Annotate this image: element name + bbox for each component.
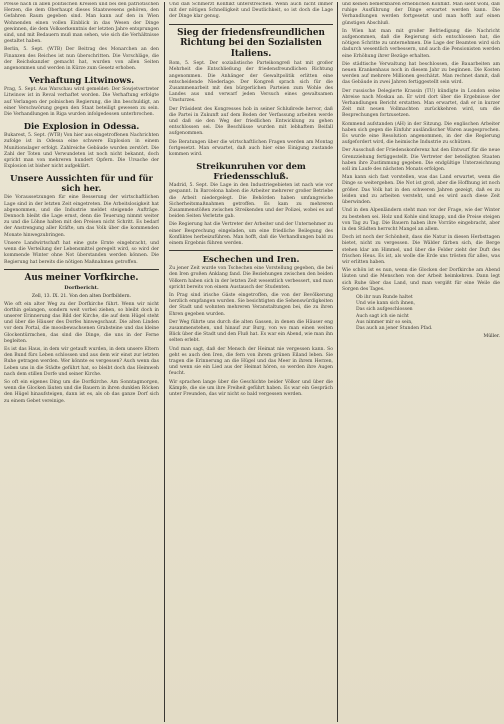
article-text: Bukarest, 5. Sept. (WTB) Von hier aus eingetroffenen Nachrichten zufolge ist in Odessa eine schwere Explosion in einem Munitionslager erfolgt. Zahlreiche Gebäude wurden zerstört. Die Zahl der Toten und Verwundeten ist noch nicht bekannt, doch spricht man von mehreren hundert Opfern. Die Ursache der Explosion ist bisher nicht aufgeklärt. [4,133,159,170]
article-text: In Prag sind irische Gäste eingetroffen, die von der Bevölkerung herzlich empfangen wurden. Sie besichtigten die Sehenswürdigkeiten der Stadt und wohnten mehreren Veranstaltungen bei, die zu ihren Ehren gegeben wurden. [169,293,333,317]
column-3 [342,2,500,722]
headline-strike-unrest: Streikunruhen vor dem Friedensschluß. [196,161,306,182]
headline-italian-socialists: Sieg der friedensfreundlichen Richtung bei den Sozialisten Italiens. [177,27,325,59]
article-text: Der russische Delegierte Krassin (TU) kündigte in London seine Abreise nach Moskau an. Er wird dort über die Ergebnisse der Verhandlungen Bericht erstatten. Man erwartet, daß er in kurzer Zeit mit neuen Vollmachten zurückkehren wird, um die Besprechungen fortzusetzen. [342,88,500,119]
article-text: Man kann sich fast vorstellen, was das Land erwartet, wenn die Dinge so weitergehen. Die Not ist groß, aber die Hoffnung ist noch größer. Das Volk hat in den schweren Jahren gezeigt, daß es zu leiden und zu arbeiten versteht, und es wird auch diese Zeit überwinden. [342,175,500,206]
section-divider [169,250,333,251]
section-divider [4,269,159,270]
article-text: Wie oft ein alter Weg zu der Dorfkirche führt. Wenn wir nicht dorthin gelangen, sondern weit vorbei ziehen, so bleibt doch in unserer Erinnerung das Bild der Kirche, die auf dem Hügel steht und über die Häuser des Dorfes hinwegschaut. Die alten Linden vor dem Portal, die moosbewachsenen Grabsteine und das kleine Glockentürmchen, das sind die Dinge, die uns in der Ferne begleiten. [4,301,159,344]
article-text: In Wien hat man mit großer Befriedigung die Nachricht aufgenommen, daß die Regierung sich entschlossen hat, die nötigen Schritte zu unternehmen. Die Lage der Beamten wird sich dadurch wesentlich verbessern, und auch die Pensionisten werden eine Erhöhung ihrer Bezüge erhalten. [342,28,500,59]
article-text: So oft ein eigenes Ding um die Dorfkirche. Am Sonntagmorgen, wenn die Glocken läuten und die Bauern in ihren dunklen Röcken den Hügel hinaufsteigen, dann ist es, als ob das ganze Dorf sich zu einem Gebet vereinige. [4,380,159,404]
poem [356,295,500,332]
article-text: Doch ist noch der Schönheit, dass die Natur in diesen Herbsttagen bietet, nicht zu vergessen. Die Wälder färben sich, die Berge stehen klar am Himmel, und über die Felder zieht der Duft des frischen Heus. Es ist, als wolle die Erde uns trösten für alles, was wir erlitten haben. [342,235,500,265]
article-text: Berlin, 5. Sept. (WTB) Der Beitrag des Monarchen an den Finanzen des Reiches ist nun überschritten. Die Vorschläge, die der Reichskanzler gemacht hat, wurden von allen Seiten angenommen und werden in Kürze zum Gesetz erhoben. [4,47,159,72]
poem-line: Das sich aufgeschlossen [356,307,413,313]
article-text: Rom, 5. Sept. Der sozialistische Parteikongreß hat mit großer Mehrheit die Entschließung der friedensfreundlichen Richtung angenommen. Die Anhänger der Gewaltpolitik erlitten eine entscheidende Niederlage. Der Kongreß sprach sich für die Zusammenarbeit mit den bürgerlichen Parteien zum Wohle des Landes aus und verwarf jeden Versuch eines gewaltsamen Umsturzes. [169,61,333,104]
poem-line: Das auch an jener Stunden Pfad. [356,325,433,331]
article-text: Und in den Alpenländern steht man vor der Frage, wie der Winter zu bestehen sei. Holz und Kohle sind knapp, und die Preise steigen von Tag zu Tag. Die Bauern haben ihre Vorräte eingebracht, aber in den Städten herrscht Mangel an allem. [342,208,500,232]
poem-line: Auch sagt ich sie nicht [356,313,409,319]
headline-czechs-and-irish: Eschechen und Iren. [202,254,300,265]
column-rule-left [164,2,165,722]
article-text: Unsere Landwirtschaft hat eine gute Ernte eingebracht, und wenn die Verteilung der Lebensmittel geregelt wird, so wird der kommende Winter ohne Not überstanden werden können. Die Regierung hat bereits die nötigen Maßnahmen getroffen. [4,240,159,265]
article-text: Prag, 5. Sept. Aus Warschau wird gemeldet: Der Sowjetvertreter Litwinow ist in Reval verhaftet worden. Die Verhaftung erfolgte auf Verlangen der polnischen Regierung, die ihn beschuldigt, an einer Verschwörung gegen den Staat beteiligt gewesen zu sein. Die Verhandlungen in Riga wurden infolgedessen unterbrochen. [4,87,159,118]
headline-odessa-explosion: Die Explosion in Odessa. [23,121,140,132]
column-2 [169,2,333,722]
article-text: Madrid, 5. Sept. Die Lage in den Industriegebieten ist nach wie vor gespannt. In Barcelona haben die Arbeiter mehrerer großer Betriebe die Arbeit niedergelegt. Die Behörden haben umfangreiche Sicherheitsmaßnahmen getroffen. Es kam zu mehreren Zusammenstößen zwischen Streikenden und der Polizei, wobei es auf beiden Seiten Verletzte gab. [169,183,333,220]
poem-line: Und wie kann sich ihnen, [356,301,416,307]
poem-line: Aus nimmer mir so sein, [356,319,413,325]
article-text: Kommend aufstanden (AH) in der Sitzung. Die englischen Arbeiter haben sich gegen die Einfuhr ausländischer Waren ausgesprochen. Es wurde eine Resolution angenommen, in der die Regierung aufgefordert wird, die heimische Industrie zu schützen. [342,121,500,146]
headline-village-church: Aus meiner Vorfkirche. [24,272,139,283]
dateline: Zell, 13. IX. 21. Von den alten Dorfbildern. [31,293,132,299]
section-subtitle: Dorfbericht. [64,285,99,292]
article-text: Und man sagt, daß der Mensch der Heimat nie vergessen kann. So geht es auch den Iren, die fern von ihrem grünen Eiland leben. Sie tragen die Erinnerung an die Hügel und das Meer in ihrem Herzen, und wenn sie ein Lied aus der Heimat hören, so werden ihre Augen feucht. [169,346,333,377]
article-text: Der Ausschuß der Friedenskonferenz hat den Entwurf für die neue Grenzziehung fertiggestellt. Die Vertreter der beteiligten Staaten haben ihre Zustimmung gegeben. Die endgültige Unterzeichnung soll im Laufe des nächsten Monats erfolgen. [342,148,500,173]
article-text: Und daß Schmerzt Konflikt unterstreichen. Wenn auch nicht immer mit der nötigen Schnelligkeit und Deutlichkeit, so ist doch die Lage der Dinge klar genug. [169,2,333,20]
article-text: Die Beratungen über die wirtschaftlichen Fragen werden am Montag fortgesetzt. Man erwartet, daß auch hier eine Einigung zustande kommen wird. [169,139,333,157]
article-text: Wir sprachen lange über die Geschichte beider Völker und über die Kämpfe, die sie um ihre Freiheit geführt haben. Es war ein Gespräch unter Freunden, das wir nicht so bald vergessen werden. [169,379,333,398]
article-text: Wie schön ist es nun, wenn die Glocken der Dorfkirche am Abend läuten und die Menschen von der Arbeit heimkehren. Dann legt sich Ruhe über das Land, und man vergißt für eine Weile die Sorgen des Tages. [342,268,500,292]
column-1 [4,2,159,722]
headline-litwinow-arrest: Verhaftung Litwinows. [28,75,135,86]
column-rule-right [337,2,338,722]
article-text: Es ist das Haus, in dem wir getauft wurden, in dem unsere Eltern den Bund fürs Leben schlossen und aus dem wir einst zur letzten Ruhe getragen werden. Wer könnte es vergessen? Auch wenn das Leben uns in die Städte geführt hat, so bleibt doch das Heimweh nach dem stillen Dorfe und seiner Kirche. [4,347,159,377]
article-text: Die städtische Verwaltung hat beschlossen, die Bauarbeiten am neuen Krankenhaus noch in diesem Jahr zu beginnen. Die Kosten werden auf mehrere Millionen geschätzt. Man rechnet damit, daß das Gebäude in zwei Jahren fertiggestellt sein wird. [342,61,500,86]
article-text: Zu jener Zeit wurde von Tschechen eine Vorstellung gegeben, die bei den Iren großen Anklang fand. Die Beziehungen zwischen den beiden Völkern haben sich in der letzten Zeit wesentlich verbessert, und man spricht bereits von einem Austausch der Studenten. [169,266,333,290]
section-divider [169,24,333,25]
article-text: Der Präsident des Kongresses hob in seiner Schlußrede hervor, daß die Partei in Zukunft auf dem Boden der Verfassung arbeiten werde und daß sie den Weg der friedlichen Entwicklung zu gehen entschlossen sei. Die Beschlüsse wurden mit lebhaftem Beifall aufgenommen. [169,106,333,137]
article-text: und keinen bemerkbaren erheblichen Konflikt. Man sieht wohl, daß ruhige Ausführung der Dinge erwartet werden kann. Die Verhandlungen werden fortgesetzt und man hofft auf einen günstigen Abschluß. [342,2,500,26]
poem-line: Ob ihr nun Runde haltet [356,294,413,300]
article-text: Preise nach in allen politischen Kreisen und bei den patriotischen Herzen, die dem Oberhaupt dieses Staatswesens gehören, den Gefahren Raum gegeben sind. Man kann auf den in Wien Wohnenden einen vollen Einblick in das Wesen der Dinge gewinnen, die dem Volkserkenntnis der letzten Jahre entsprungen sind, und mit Bedauern muß man sehen, wie sich die Verhältnisse gestaltet haben. [4,2,159,45]
author-signature: Müller. [483,334,500,340]
article-text: Die Voraussetzungen für eine Besserung der wirtschaftlichen Lage sind in der letzten Zeit eingetreten. Die Arbeitslosigkeit hat abgenommen, und die Industrie meldet steigende Aufträge. Dennoch bleibt die Lage ernst, denn die Teuerung nimmt weiter zu und die Löhne halten mit den Preisen nicht Schritt. Es bedarf der Anstrengung aller Kräfte, um das Volk über die kommenden Monate hinwegzubringen. [4,195,159,238]
article-text: Die Regierung hat die Vertreter der Arbeiter und der Unternehmer zu einer Besprechung eingeladen, um eine friedliche Beilegung des Konfliktes herbeizuführen. Man hofft, daß die Verhandlungen bald zu einem Ergebnis führen werden. [169,222,333,246]
headline-outlook: Unsere Aussichten für und für sich her. [10,173,153,194]
article-text: Der Weg führte uns durch die alten Gassen, in denen die Häuser eng zusammenstehen, und hinauf zur Burg, von wo man einen weiten Blick über die Stadt und den Fluß hat. Es war ein Abend, wie man ihn selten erlebt. [169,319,333,344]
